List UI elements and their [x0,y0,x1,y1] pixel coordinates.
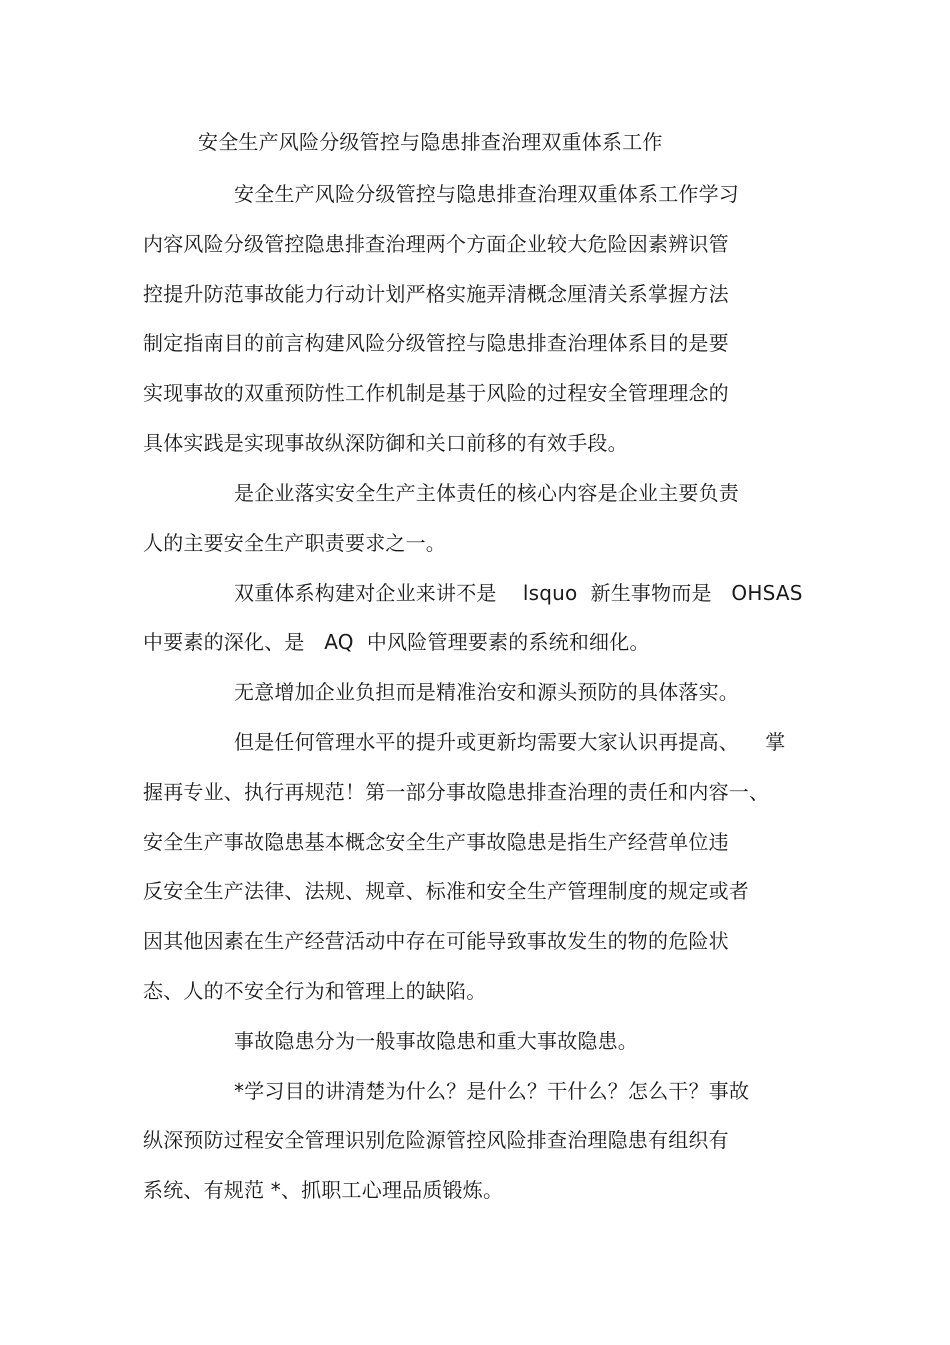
paragraph-line: 人的主要安全生产职责要求之一。 [143,531,446,555]
paragraph-line: 控提升防范事故能力行动计划严格实施弄清概念厘清关系掌握方法 [143,282,729,306]
paragraph-line: 系统、有规范 *、抓职工心理品质锻炼。 [143,1178,504,1202]
paragraph-line: 具体实践是实现事故纵深防御和关口前移的有效手段。 [143,431,628,455]
paragraph-line: 安全生产风险分级管控与隐患排查治理双重体系工作学习 [234,182,739,206]
paragraph-line: 事故隐患分为一般事故隐患和重大事故隐患。 [234,1029,638,1053]
paragraph-line: 纵深预防过程安全管理识别危险源管控风险排查治理隐患有组织有 [143,1128,729,1152]
paragraph-line: 双重体系构建对企业来讲不是 lsquo 新生事物而是 OHSAS [234,581,803,605]
paragraph-line: 安全生产事故隐患基本概念安全生产事故隐患是指生产经营单位违 [143,830,729,854]
paragraph-line: 制定指南目的前言构建风险分级管控与隐患排查治理体系目的是要 [143,331,729,355]
paragraph-line: 因其他因素在生产经营活动中存在可能导致事故发生的物的危险状 [143,929,729,953]
paragraph-line: 反安全生产法律、法规、规章、标准和安全生产管理制度的规定或者 [143,879,749,903]
paragraph-line: 是企业落实安全生产主体责任的核心内容是企业主要负责 [234,481,739,505]
paragraph-line: *学习目的讲清楚为什么？是什么？干什么？怎么干？事故 [234,1079,750,1103]
paragraph-line: 实现事故的双重预防性工作机制是基于风险的过程安全管理理念的 [143,381,729,405]
paragraph-line: 中要素的深化、是 AQ 中风险管理要素的系统和细化。 [143,630,650,654]
paragraph-line: 内容风险分级管控隐患排查治理两个方面企业较大危险因素辨识管 [143,232,729,256]
document-title: 安全生产风险分级管控与隐患排查治理双重体系工作 [198,130,663,154]
paragraph-line: 握再专业、执行再规范！第一部分事故隐患排查治理的责任和内容一、 [143,780,770,804]
paragraph-line: 态、人的不安全行为和管理上的缺陷。 [143,979,487,1003]
paragraph-line: 但是任何管理水平的提升或更新均需要大家认识再提高、 掌 [234,730,786,754]
paragraph-line: 无意增加企业负担而是精准治安和源头预防的具体落实。 [234,680,739,704]
